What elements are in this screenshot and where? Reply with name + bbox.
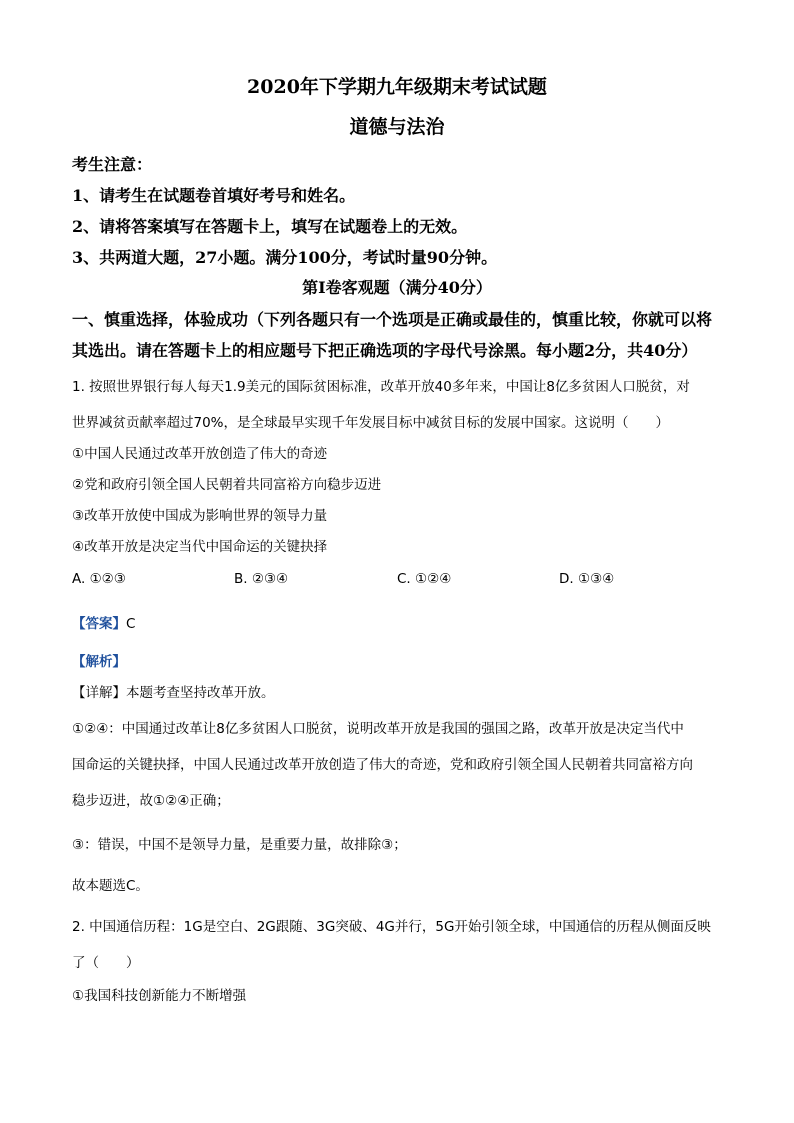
q1-statement-2: ②党和政府引领全国人民朝着共同富裕方向稳步迈进: [72, 477, 382, 493]
volume-title: 第Ⅰ卷客观题（满分40分）: [302, 278, 492, 297]
q1-analysis-line-5: 故本题选C。: [72, 878, 149, 894]
detail-tag: 【详解】: [72, 685, 126, 701]
q2-stem-line2: 了（ ）: [72, 955, 140, 971]
q1-analysis-heading: [72, 650, 126, 670]
q1-stem-line2: 世界减贫贡献率超过70%，是全球最早实现千年发展目标中减贫目标的发展中国家。这说明（ ）: [72, 415, 670, 431]
answer-value: C: [126, 616, 136, 632]
exam-title: 2020年下学期九年级期末考试试题: [247, 76, 547, 98]
q1-analysis-line-2: 国命运的关键抉择，中国人民通过改革开放创造了伟大的奇迹，党和政府引领全国人民朝着共同富裕方向: [72, 757, 693, 773]
q1-statement-3: ③改革开放使中国成为影响世界的领导力量: [72, 508, 328, 524]
part-heading-line1: 一、慎重选择，体验成功（下列各题只有一个选项是正确或最佳的，慎重比较，你就可以将: [72, 310, 713, 329]
analysis-tag: 【解析】: [72, 654, 126, 670]
q1-option-c: C. ①②④: [397, 571, 452, 587]
detail-text: 本题考查坚持改革开放。: [126, 685, 275, 701]
q1-option-b: B. ②③④: [234, 571, 289, 587]
q1-analysis-line-4: ③：错误，中国不是领导力量，是重要力量，故排除③；: [72, 837, 407, 853]
q1-analysis-line-3: 稳步迈进，故①②④正确；: [72, 793, 230, 809]
q1-statement-1: ①中国人民通过改革开放创造了伟大的奇迹: [72, 446, 328, 462]
q1-analysis-line-1: ①②④：中国通过改革让8亿多贫困人口脱贫，说明改革开放是我国的强国之路，改革开放是决定当代中: [72, 721, 684, 737]
q1-detail: [72, 681, 275, 701]
answer-tag: 【答案】: [72, 616, 126, 632]
q2-stem-line1: 2. 中国通信历程：1G是空白、2G跟随、3G突破、4G并行，5G开始引领全球，中国通信的历程从侧面反映: [72, 919, 711, 935]
exam-subject: 道德与法治: [349, 116, 445, 138]
q1-stem-line1: 1. 按照世界银行每人每天1.9美元的国际贫困标准，改革开放40多年来，中国让8亿多贫困人口脱贫，对: [72, 379, 690, 395]
q1-statement-4: ④改革开放是决定当代中国命运的关键抉择: [72, 539, 328, 555]
q1-answer: [72, 612, 135, 632]
notice-item-3: 3、共两道大题，27小题。满分100分，考试时量90分钟。: [72, 248, 498, 267]
q2-statement-1: ①我国科技创新能力不断增强: [72, 988, 247, 1004]
part-heading-line2: 其选出。请在答题卡上的相应题号下把正确选项的字母代号涂黑。每小题2分，共40分）: [72, 341, 698, 360]
notice-heading: 考生注意：: [72, 155, 153, 174]
q1-option-a: A. ①②③: [72, 571, 126, 587]
notice-item-2: 2、请将答案填写在答题卡上，填写在试题卷上的无效。: [72, 217, 468, 236]
notice-item-1: 1、请考生在试题卷首填好考号和姓名。: [72, 186, 356, 205]
q1-option-d: D. ①③④: [559, 571, 615, 587]
